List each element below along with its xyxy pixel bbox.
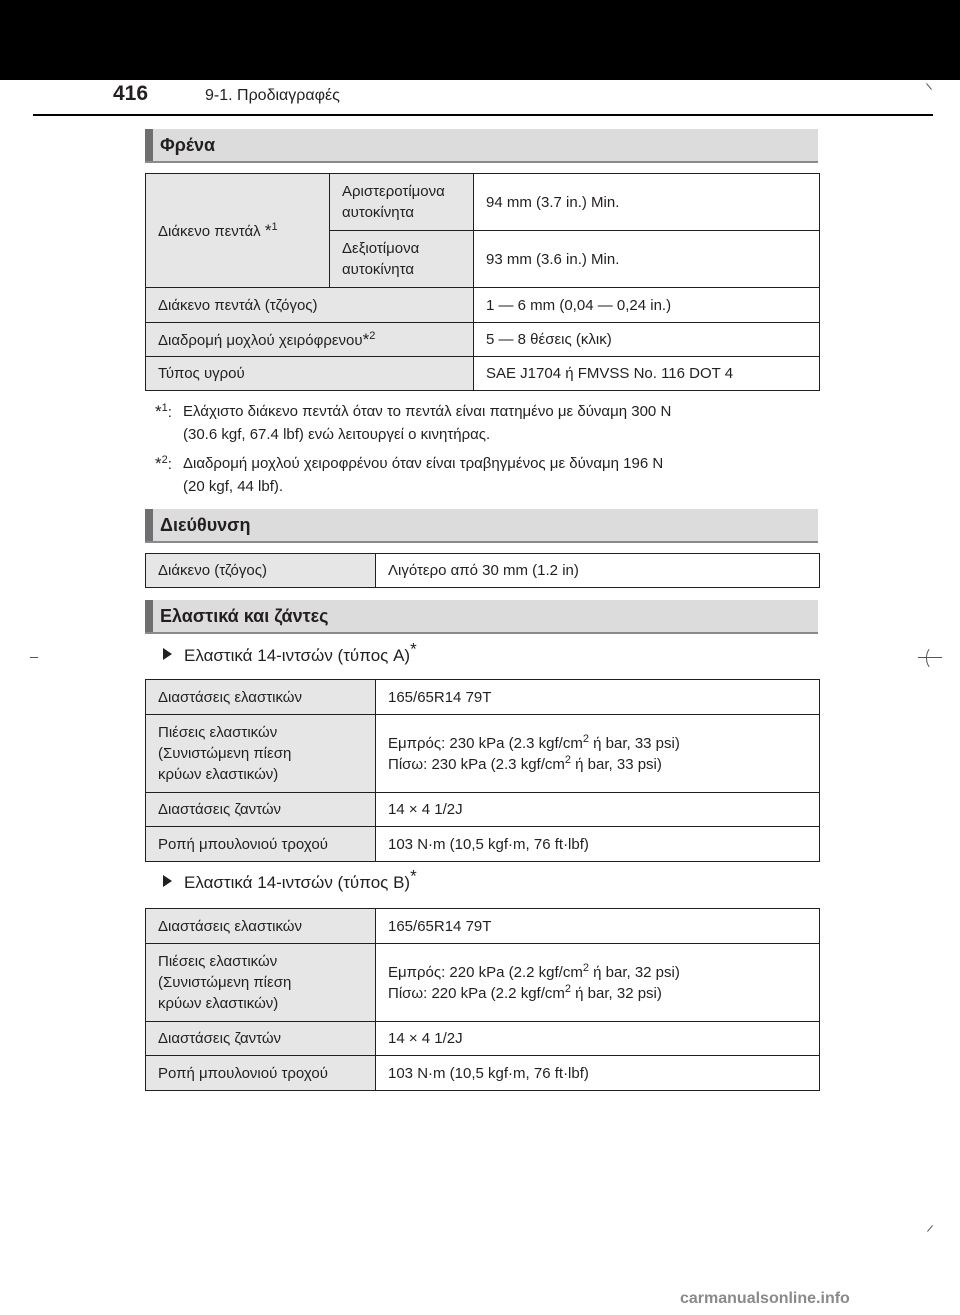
wheel-nut-torque-label: Ροπή μπουλονιού τροχού bbox=[146, 827, 376, 862]
wheel-nut-torque-value: 103 N·m (10,5 kgf·m, 76 ft·lbf) bbox=[376, 1056, 820, 1091]
lever-travel-value: 5 — 8 θέσεις (κλικ) bbox=[474, 323, 820, 357]
free-play-value: 1 — 6 mm (0,04 — 0,24 in.) bbox=[474, 288, 820, 323]
tire-pressure-value: Εμπρός: 230 kPa (2.3 kgf/$cm^2$ ή bar, 33 psi) Πίσω: 230 kPa (2.3 kgf/$cm^2$ ή bar, 33 psi) bbox=[376, 715, 820, 793]
rim-size-label: Διαστάσεις ζαντών bbox=[146, 793, 376, 827]
pedal-clearance-label: Διάκενο πεντάλ *$^1$ bbox=[146, 174, 330, 288]
registration-mark-circle bbox=[926, 646, 942, 670]
section-band-steering bbox=[145, 509, 818, 543]
free-play-label: Διάκενο πεντάλ (τζόγος) bbox=[146, 288, 474, 323]
lhd-value: 94 mm (3.7 in.) Min. bbox=[474, 174, 820, 231]
table-row bbox=[146, 1022, 820, 1056]
page-number: 416 bbox=[113, 82, 149, 105]
section-band-brakes bbox=[145, 129, 818, 163]
footnote-1-text: Ελάχιστο διάκενο πεντάλ όταν το πεντάλ είναι πατημένο με δύναμη 300 N (30.6 kgf, 67.4 lbf) ενώ λειτουργεί ο κινητήρας. bbox=[183, 403, 672, 443]
fluid-type-label: Τύπος υγρού bbox=[146, 357, 474, 391]
steering-free-play-value: Λιγότερο από 30 mm (1.2 in) bbox=[376, 554, 820, 588]
table-row bbox=[146, 944, 820, 1022]
tire-type-a-heading: Ελαστικά 14-ιντσών (τύπος A)* bbox=[163, 645, 417, 667]
tire-size-value: 165/65R14 79T bbox=[376, 680, 820, 715]
table-row bbox=[146, 288, 820, 323]
lever-travel-label: Διαδρομή μοχλού χειρόφρενου*$^2$ bbox=[146, 323, 474, 357]
table-row bbox=[146, 715, 820, 793]
table-row bbox=[146, 174, 820, 231]
header-rule bbox=[33, 114, 933, 116]
watermark: carmanualsonline.info bbox=[680, 1290, 850, 1307]
tire-type-b-heading: Ελαστικά 14-ιντσών (τύπος B)* bbox=[163, 872, 417, 894]
tire-size-label: Διαστάσεις ελαστικών bbox=[146, 909, 376, 944]
brakes-table bbox=[145, 173, 820, 391]
tire-size-label: Διαστάσεις ελαστικών bbox=[146, 680, 376, 715]
table-row bbox=[146, 827, 820, 862]
table-row bbox=[146, 554, 820, 588]
tire-pressure-value: Εμπρός: 220 kPa (2.2 kgf/$cm^2$ ή bar, 32 psi) Πίσω: 220 kPa (2.2 kgf/$cm^2$ ή bar, 32 psi) bbox=[376, 944, 820, 1022]
crop-mark-left bbox=[30, 657, 38, 658]
tire-type-a-table bbox=[145, 679, 820, 862]
table-row bbox=[146, 680, 820, 715]
tire-type-b-table bbox=[145, 908, 820, 1091]
wheel-nut-torque-value: 103 N·m (10,5 kgf·m, 76 ft·lbf) bbox=[376, 827, 820, 862]
triangle-bullet-icon bbox=[163, 875, 172, 887]
table-row bbox=[146, 357, 820, 391]
table-row bbox=[146, 323, 820, 357]
tire-size-value: 165/65R14 79T bbox=[376, 909, 820, 944]
footnote-2-text: Διαδρομή μοχλού χειροφρένου όταν είναι τραβηγμένος με δύναμη 196 N (20 kgf, 44 lbf). bbox=[183, 455, 664, 495]
section-title-tires: Ελαστικά και ζάντες bbox=[160, 606, 329, 626]
rim-size-value: 14 × 4 1/2J bbox=[376, 793, 820, 827]
steering-free-play-label: Διάκενο (τζόγος) bbox=[146, 554, 376, 588]
table-row bbox=[146, 1056, 820, 1091]
steering-table bbox=[145, 553, 820, 588]
rhd-label: Δεξιοτίμονα αυτοκίνητα bbox=[330, 231, 474, 288]
top-black-bar bbox=[0, 0, 960, 80]
chapter-title: 9-1. Προδιαγραφές bbox=[205, 87, 340, 104]
tire-pressure-label: Πιέσεις ελαστικών (Συνιστώμενη πίεση κρύων ελαστικών) bbox=[146, 715, 376, 793]
rim-size-value: 14 × 4 1/2J bbox=[376, 1022, 820, 1056]
triangle-bullet-icon bbox=[163, 648, 172, 660]
crop-mark-bottom-right bbox=[927, 1225, 933, 1232]
section-title-steering: Διεύθυνση bbox=[160, 515, 251, 535]
section-band-tires bbox=[145, 600, 818, 634]
lhd-label: Αριστεροτίμονα αυτοκίνητα bbox=[330, 174, 474, 231]
rim-size-label: Διαστάσεις ζαντών bbox=[146, 1022, 376, 1056]
crop-mark-top-right bbox=[926, 83, 932, 90]
section-title-brakes: Φρένα bbox=[160, 135, 216, 155]
table-row bbox=[146, 909, 820, 944]
wheel-nut-torque-label: Ροπή μπουλονιού τροχού bbox=[146, 1056, 376, 1091]
fluid-type-value: SAE J1704 ή FMVSS No. 116 DOT 4 bbox=[474, 357, 820, 391]
table-row bbox=[146, 793, 820, 827]
rhd-value: 93 mm (3.6 in.) Min. bbox=[474, 231, 820, 288]
tire-pressure-label: Πιέσεις ελαστικών (Συνιστώμενη πίεση κρύων ελαστικών) bbox=[146, 944, 376, 1022]
